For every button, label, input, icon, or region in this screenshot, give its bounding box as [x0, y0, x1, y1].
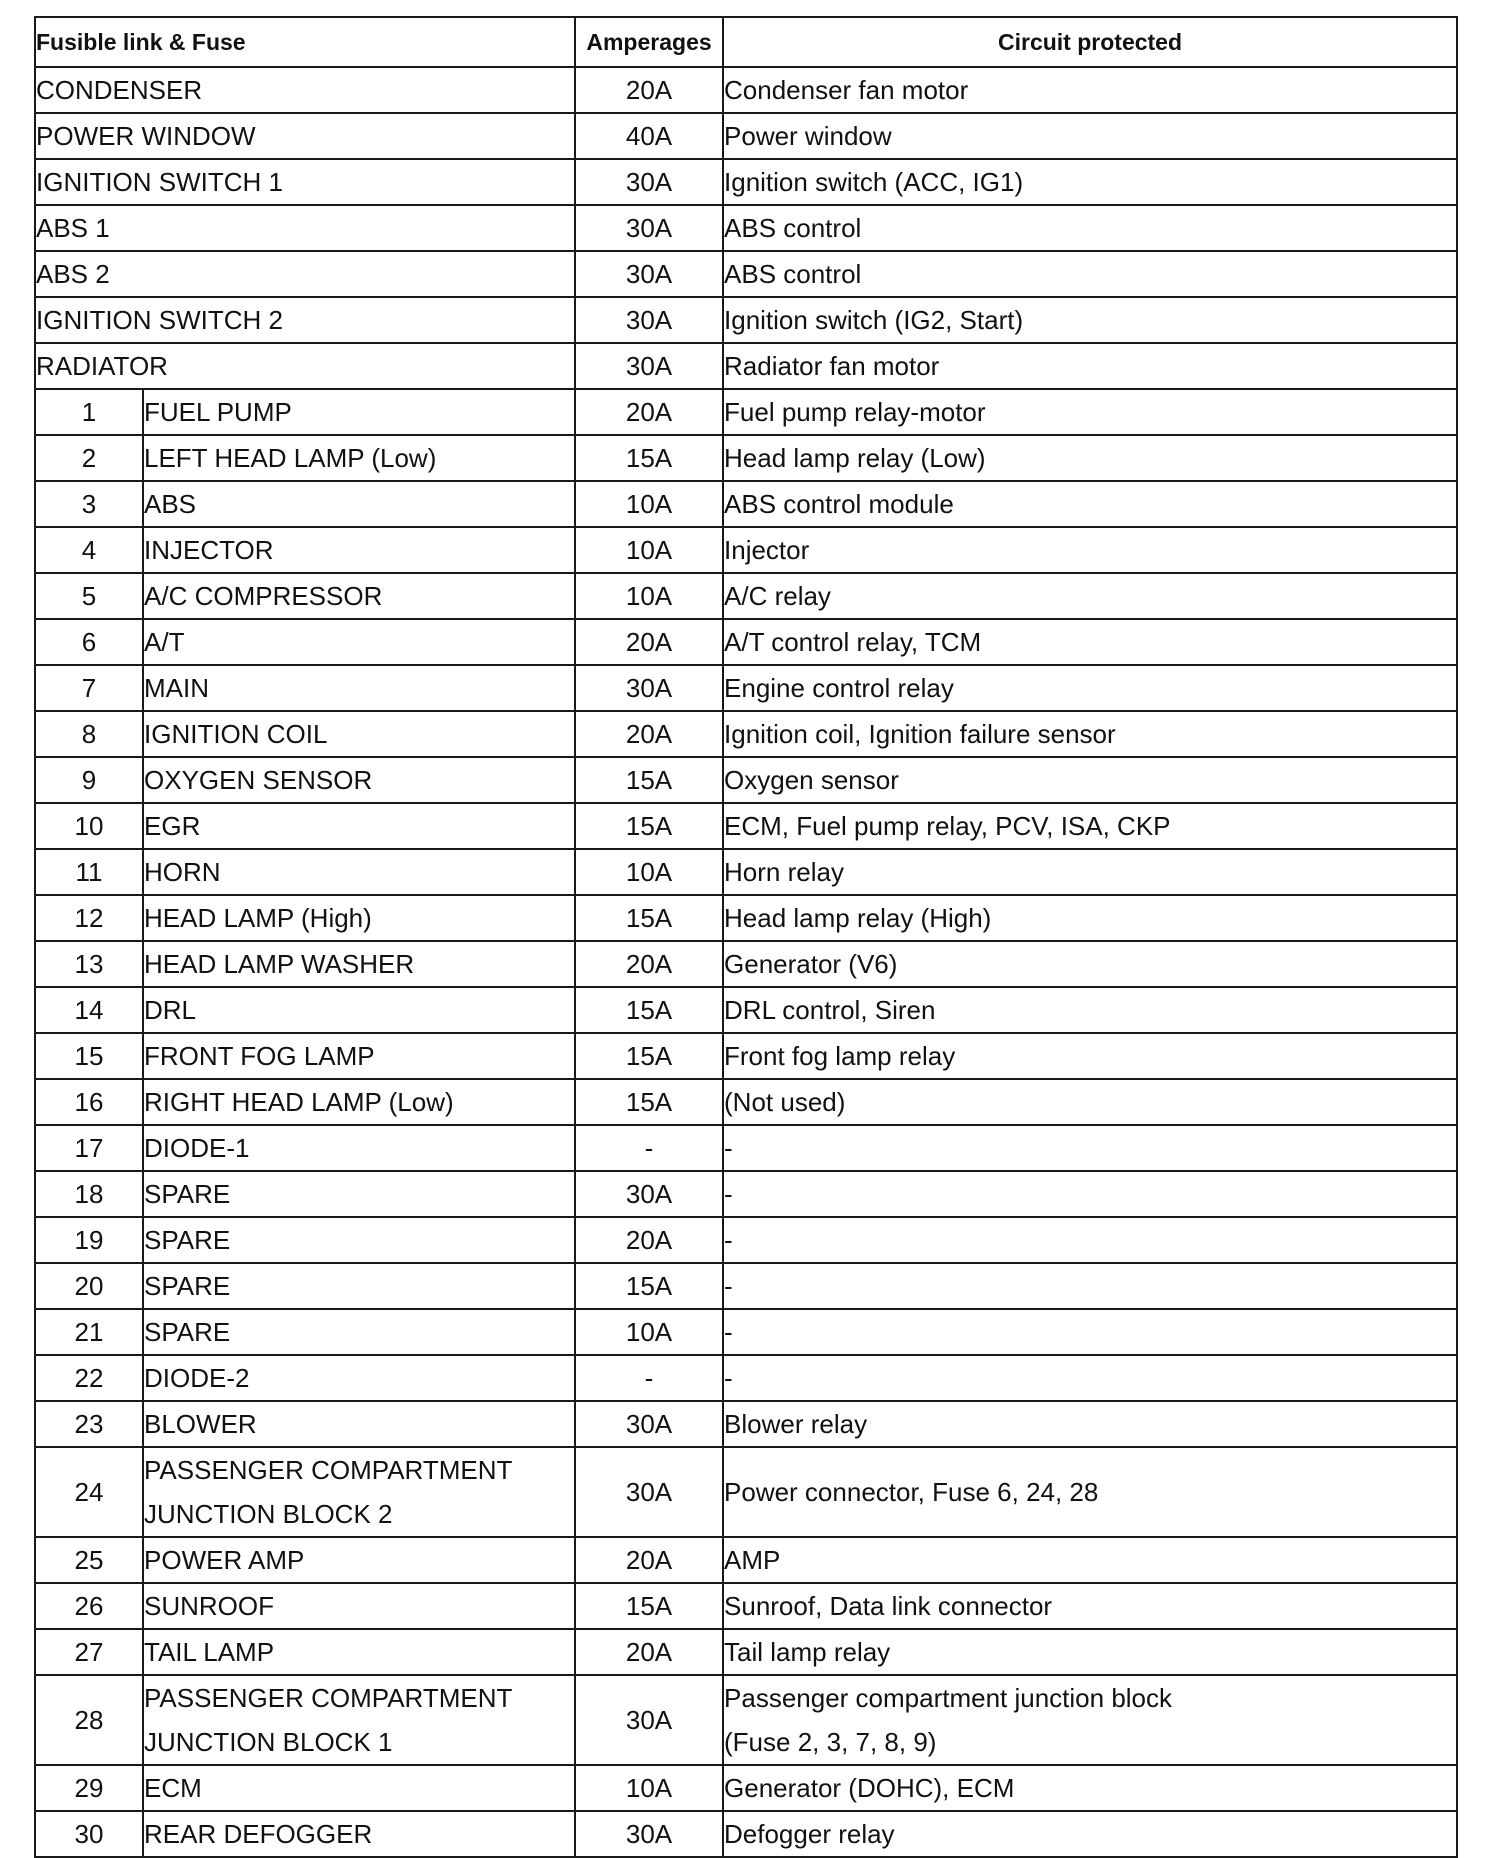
fuse-name: DIODE-1 — [143, 1125, 575, 1171]
fuse-row — [35, 619, 1457, 665]
fusible-link-name: CONDENSER — [35, 67, 575, 113]
amperage-cell: 10A — [575, 573, 723, 619]
fuse-row — [35, 1583, 1457, 1629]
fuse-name: A/C COMPRESSOR — [143, 573, 575, 619]
header-row — [35, 17, 1457, 67]
circuit-cell: - — [723, 1217, 1457, 1263]
fuse-row — [35, 481, 1457, 527]
circuit-cell: Head lamp relay (High) — [723, 895, 1457, 941]
circuit-cell: Generator (V6) — [723, 941, 1457, 987]
fuse-name: EGR — [143, 803, 575, 849]
fuse-name: MAIN — [143, 665, 575, 711]
circuit-cell: Horn relay — [723, 849, 1457, 895]
fuse-number: 15 — [35, 1033, 143, 1079]
circuit-cell: Injector — [723, 527, 1457, 573]
amperage-cell: 30A — [575, 297, 723, 343]
amperage-cell: 10A — [575, 849, 723, 895]
fuse-row — [35, 1629, 1457, 1675]
fuse-number: 28 — [35, 1675, 143, 1765]
amperage-cell: 15A — [575, 757, 723, 803]
fuse-number: 24 — [35, 1447, 143, 1537]
fusible-link-name: ABS 2 — [35, 251, 575, 297]
fuse-number: 13 — [35, 941, 143, 987]
circuit-cell: Condenser fan motor — [723, 67, 1457, 113]
fuse-number: 10 — [35, 803, 143, 849]
header-amperage: Amperages — [575, 17, 723, 67]
fuse-row — [35, 1263, 1457, 1309]
fuse-row — [35, 1355, 1457, 1401]
fuse-number: 11 — [35, 849, 143, 895]
fuse-row — [35, 1401, 1457, 1447]
fuse-name: RIGHT HEAD LAMP (Low) — [143, 1079, 575, 1125]
circuit-cell: Defogger relay — [723, 1811, 1457, 1857]
fusible-link-name: RADIATOR — [35, 343, 575, 389]
amperage-cell: 30A — [575, 1675, 723, 1765]
amperage-cell: 30A — [575, 1401, 723, 1447]
fuse-row — [35, 389, 1457, 435]
amperage-cell: 20A — [575, 1217, 723, 1263]
circuit-cell: Radiator fan motor — [723, 343, 1457, 389]
fuse-name: DRL — [143, 987, 575, 1033]
fuse-name: TAIL LAMP — [143, 1629, 575, 1675]
fuse-number: 29 — [35, 1765, 143, 1811]
circuit-cell: Generator (DOHC), ECM — [723, 1765, 1457, 1811]
fuse-number: 22 — [35, 1355, 143, 1401]
circuit-cell: A/C relay — [723, 573, 1457, 619]
fuse-row — [35, 527, 1457, 573]
fuse-name: FUEL PUMP — [143, 389, 575, 435]
fusible-link-row — [35, 113, 1457, 159]
fuse-number: 4 — [35, 527, 143, 573]
circuit-cell: AMP — [723, 1537, 1457, 1583]
fuse-row — [35, 987, 1457, 1033]
fuse-row — [35, 1675, 1457, 1765]
circuit-cell: ABS control module — [723, 481, 1457, 527]
fuse-table — [34, 16, 1458, 1858]
fuse-name: PASSENGER COMPARTMENT JUNCTION BLOCK 2 — [143, 1447, 575, 1537]
fuse-number: 20 — [35, 1263, 143, 1309]
amperage-cell: 30A — [575, 251, 723, 297]
circuit-cell: A/T control relay, TCM — [723, 619, 1457, 665]
fuse-name: FRONT FOG LAMP — [143, 1033, 575, 1079]
circuit-cell: ECM, Fuel pump relay, PCV, ISA, CKP — [723, 803, 1457, 849]
amperage-cell: 20A — [575, 1629, 723, 1675]
amperage-cell: 30A — [575, 1447, 723, 1537]
amperage-cell: 15A — [575, 1583, 723, 1629]
fuse-row — [35, 1765, 1457, 1811]
fuse-number: 2 — [35, 435, 143, 481]
fusible-link-name: POWER WINDOW — [35, 113, 575, 159]
circuit-cell: DRL control, Siren — [723, 987, 1457, 1033]
fuse-number: 27 — [35, 1629, 143, 1675]
fuse-number: 26 — [35, 1583, 143, 1629]
header-circuit: Circuit protected — [723, 17, 1457, 67]
amperage-cell: 30A — [575, 205, 723, 251]
fuse-number: 25 — [35, 1537, 143, 1583]
fuse-name: POWER AMP — [143, 1537, 575, 1583]
circuit-cell: Tail lamp relay — [723, 1629, 1457, 1675]
amperage-cell: 20A — [575, 67, 723, 113]
fusible-link-name: IGNITION SWITCH 2 — [35, 297, 575, 343]
fusible-link-row — [35, 297, 1457, 343]
fuse-row — [35, 711, 1457, 757]
fuse-name: SPARE — [143, 1309, 575, 1355]
fuse-row — [35, 1171, 1457, 1217]
fuse-name: SPARE — [143, 1263, 575, 1309]
amperage-cell: 20A — [575, 1537, 723, 1583]
fuse-number: 6 — [35, 619, 143, 665]
fuse-name: REAR DEFOGGER — [143, 1811, 575, 1857]
fuse-row — [35, 573, 1457, 619]
circuit-cell: Engine control relay — [723, 665, 1457, 711]
amperage-cell: 10A — [575, 527, 723, 573]
fuse-name: ABS — [143, 481, 575, 527]
amperage-cell: 20A — [575, 389, 723, 435]
amperage-cell: 15A — [575, 435, 723, 481]
fuse-row — [35, 1079, 1457, 1125]
amperage-cell: 10A — [575, 481, 723, 527]
fuse-row — [35, 895, 1457, 941]
circuit-cell: Passenger compartment junction block (Fuse 2, 3, 7, 8, 9) — [723, 1675, 1457, 1765]
fuse-row — [35, 941, 1457, 987]
amperage-cell: 10A — [575, 1309, 723, 1355]
fuse-number: 30 — [35, 1811, 143, 1857]
fuse-name: HEAD LAMP (High) — [143, 895, 575, 941]
amperage-cell: 30A — [575, 343, 723, 389]
circuit-cell: Power connector, Fuse 6, 24, 28 — [723, 1447, 1457, 1537]
circuit-cell: Blower relay — [723, 1401, 1457, 1447]
amperage-cell: 15A — [575, 895, 723, 941]
fuse-number: 3 — [35, 481, 143, 527]
fuse-number: 12 — [35, 895, 143, 941]
fuse-name: BLOWER — [143, 1401, 575, 1447]
fuse-name: LEFT HEAD LAMP (Low) — [143, 435, 575, 481]
amperage-cell: 15A — [575, 803, 723, 849]
fuse-number: 18 — [35, 1171, 143, 1217]
fuse-row — [35, 849, 1457, 895]
fuse-name: A/T — [143, 619, 575, 665]
fuse-number: 17 — [35, 1125, 143, 1171]
fusible-link-row — [35, 159, 1457, 205]
amperage-cell: 15A — [575, 1079, 723, 1125]
fuse-name: HORN — [143, 849, 575, 895]
fuse-number: 14 — [35, 987, 143, 1033]
amperage-cell: 15A — [575, 1033, 723, 1079]
fuse-row — [35, 1125, 1457, 1171]
fuse-name: SUNROOF — [143, 1583, 575, 1629]
fuse-name: ECM — [143, 1765, 575, 1811]
amperage-cell: 10A — [575, 1765, 723, 1811]
fusible-link-row — [35, 251, 1457, 297]
amperage-cell: 15A — [575, 1263, 723, 1309]
fuse-number: 5 — [35, 573, 143, 619]
fuse-number: 9 — [35, 757, 143, 803]
fusible-link-name: ABS 1 — [35, 205, 575, 251]
fusible-link-name: IGNITION SWITCH 1 — [35, 159, 575, 205]
amperage-cell: 30A — [575, 159, 723, 205]
fuse-name: DIODE-2 — [143, 1355, 575, 1401]
amperage-cell: - — [575, 1125, 723, 1171]
circuit-cell: (Not used) — [723, 1079, 1457, 1125]
circuit-cell: - — [723, 1309, 1457, 1355]
fuse-row — [35, 435, 1457, 481]
amperage-cell: 20A — [575, 941, 723, 987]
fuse-name: SPARE — [143, 1217, 575, 1263]
fuse-number: 21 — [35, 1309, 143, 1355]
amperage-cell: 20A — [575, 619, 723, 665]
fuse-number: 1 — [35, 389, 143, 435]
amperage-cell: 30A — [575, 665, 723, 711]
fuse-name: PASSENGER COMPARTMENT JUNCTION BLOCK 1 — [143, 1675, 575, 1765]
fuse-row — [35, 665, 1457, 711]
amperage-cell: 20A — [575, 711, 723, 757]
fuse-row — [35, 803, 1457, 849]
fuse-row — [35, 1537, 1457, 1583]
circuit-cell: ABS control — [723, 251, 1457, 297]
fuse-row — [35, 757, 1457, 803]
fuse-number: 8 — [35, 711, 143, 757]
circuit-cell: Power window — [723, 113, 1457, 159]
amperage-cell: 30A — [575, 1171, 723, 1217]
circuit-cell: Head lamp relay (Low) — [723, 435, 1457, 481]
circuit-cell: Ignition coil, Ignition failure sensor — [723, 711, 1457, 757]
circuit-cell: - — [723, 1263, 1457, 1309]
fusible-link-row — [35, 67, 1457, 113]
fuse-name: IGNITION COIL — [143, 711, 575, 757]
fuse-row — [35, 1309, 1457, 1355]
fuse-number: 19 — [35, 1217, 143, 1263]
amperage-cell: 30A — [575, 1811, 723, 1857]
circuit-cell: Ignition switch (IG2, Start) — [723, 297, 1457, 343]
fuse-name: INJECTOR — [143, 527, 575, 573]
fusible-link-row — [35, 343, 1457, 389]
circuit-cell: Ignition switch (ACC, IG1) — [723, 159, 1457, 205]
fuse-row — [35, 1447, 1457, 1537]
circuit-cell: Sunroof, Data link connector — [723, 1583, 1457, 1629]
amperage-cell: 40A — [575, 113, 723, 159]
circuit-cell: Front fog lamp relay — [723, 1033, 1457, 1079]
circuit-cell: - — [723, 1355, 1457, 1401]
fuse-name: HEAD LAMP WASHER — [143, 941, 575, 987]
fuse-number: 23 — [35, 1401, 143, 1447]
table-body — [35, 67, 1457, 1857]
circuit-cell: ABS control — [723, 205, 1457, 251]
fuse-number: 16 — [35, 1079, 143, 1125]
circuit-cell: - — [723, 1125, 1457, 1171]
header-fuse-name: Fusible link & Fuse — [35, 17, 575, 67]
fuse-row — [35, 1217, 1457, 1263]
fuse-row — [35, 1033, 1457, 1079]
fuse-name: SPARE — [143, 1171, 575, 1217]
fuse-row — [35, 1811, 1457, 1857]
fusible-link-row — [35, 205, 1457, 251]
circuit-cell: - — [723, 1171, 1457, 1217]
amperage-cell: - — [575, 1355, 723, 1401]
circuit-cell: Fuel pump relay-motor — [723, 389, 1457, 435]
amperage-cell: 15A — [575, 987, 723, 1033]
circuit-cell: Oxygen sensor — [723, 757, 1457, 803]
fuse-name: OXYGEN SENSOR — [143, 757, 575, 803]
fuse-number: 7 — [35, 665, 143, 711]
